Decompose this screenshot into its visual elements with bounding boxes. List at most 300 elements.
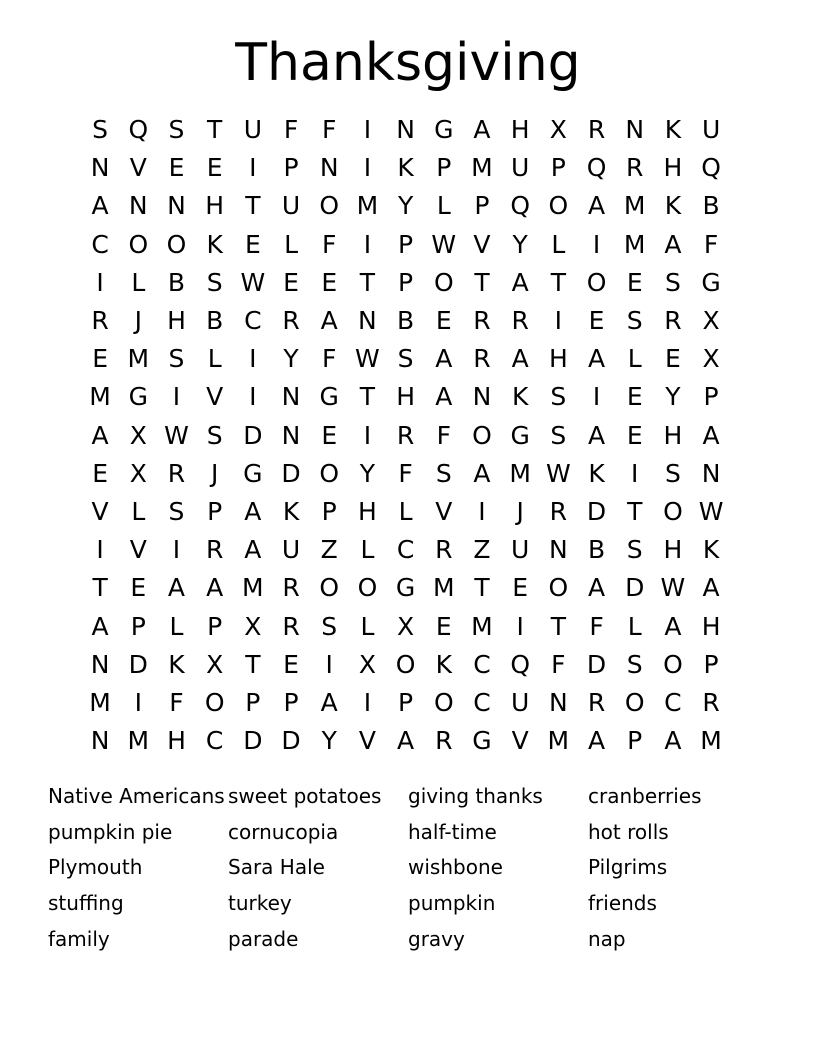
word-list-item: cornucopia (228, 819, 339, 844)
grid-letter: I (363, 420, 372, 450)
word-list-item: family (48, 926, 110, 951)
grid-letter: Y (665, 382, 681, 412)
grid-letter: P (245, 687, 261, 717)
grid-letter: K (702, 535, 720, 565)
word-list-item: parade (228, 926, 299, 951)
grid-letter: I (96, 267, 104, 297)
grid-letter: T (245, 649, 261, 679)
grid-letter: R (626, 153, 644, 183)
grid-letter: C (664, 687, 682, 717)
grid-letter: O (624, 687, 645, 717)
grid-letter: Y (512, 229, 528, 259)
grid-letter: W (698, 496, 724, 526)
word-list-item: turkey (228, 890, 292, 915)
grid-letter: N (472, 382, 492, 412)
grid-row (81, 607, 741, 645)
grid-letter: E (435, 611, 452, 641)
grid-letter: Y (359, 458, 376, 488)
grid-letter: M (127, 726, 150, 756)
grid-letter: E (92, 458, 108, 488)
grid-letter: N (128, 191, 148, 221)
grid-letter: E (626, 267, 643, 297)
grid-letter: G (319, 382, 339, 412)
grid-letter: S (626, 535, 643, 565)
grid-letter: M (89, 687, 111, 717)
grid-letter: J (134, 306, 142, 336)
grid-letter: S (550, 420, 567, 450)
grid-letter: U (511, 687, 530, 717)
grid-letter: P (398, 267, 414, 297)
grid-letter: R (702, 687, 720, 717)
grid-letter: T (550, 267, 566, 297)
grid-letter: M (547, 726, 570, 756)
grid-letter: J (210, 458, 219, 488)
grid-letter: A (397, 726, 415, 756)
grid-letter: C (473, 649, 491, 679)
grid-row (81, 531, 741, 569)
grid-letter: N (548, 687, 568, 717)
grid-letter: I (96, 535, 104, 565)
grid-letter: K (664, 191, 682, 221)
grid-letter: L (207, 344, 222, 374)
grid-letter: V (358, 726, 376, 756)
grid-letter: Y (321, 726, 337, 756)
grid-letter: K (397, 153, 414, 183)
grid-letter: A (702, 420, 720, 450)
grid-letter: C (205, 726, 224, 756)
grid-row (81, 569, 741, 607)
word-list-item: Pilgrims (588, 855, 668, 880)
grid-letter: L (169, 611, 184, 641)
grid-letter: D (625, 573, 645, 603)
grid-letter: Q (510, 649, 530, 679)
grid-letter: H (548, 344, 568, 374)
grid-letter: A (244, 535, 262, 565)
grid-letter: H (167, 726, 186, 756)
grid-letter: A (664, 726, 682, 756)
grid-letter: P (207, 611, 223, 641)
grid-letter: M (432, 573, 455, 603)
grid-letter: S (626, 306, 643, 336)
grid-letter: V (473, 229, 491, 259)
grid-letter: P (550, 153, 566, 183)
grid-letter: H (663, 420, 683, 450)
grid-letter: A (587, 191, 606, 221)
word-list-item: nap (588, 926, 626, 951)
grid-letter: C (91, 229, 109, 259)
word-list-item: giving thanks (408, 783, 543, 808)
grid-letter: K (511, 382, 529, 412)
grid-letter: K (664, 115, 682, 145)
grid-letter: F (283, 115, 299, 145)
grid-letter: A (587, 726, 606, 756)
grid-letter: N (319, 153, 339, 183)
grid-row (81, 722, 741, 760)
grid-letter: R (587, 115, 606, 145)
grid-letter: A (167, 573, 186, 603)
grid-letter: T (359, 382, 376, 412)
grid-letter: P (703, 382, 719, 412)
grid-letter: A (587, 573, 606, 603)
word-list-row (48, 814, 768, 850)
grid-row (81, 493, 741, 531)
grid-letter: X (702, 306, 720, 336)
grid-letter: F (589, 611, 604, 641)
grid-letter: C (473, 687, 491, 717)
grid-letter: T (207, 115, 223, 145)
grid-letter: M (700, 726, 722, 756)
grid-letter: V (91, 496, 109, 526)
grid-letter: R (473, 306, 491, 336)
grid-letter: F (436, 420, 451, 450)
grid-letter: X (244, 611, 262, 641)
grid-letter: V (435, 496, 453, 526)
grid-letter: T (245, 191, 261, 221)
grid-letter: B (587, 535, 606, 565)
grid-letter: O (395, 649, 416, 679)
grid-letter: G (128, 382, 148, 412)
grid-letter: O (204, 687, 225, 717)
grid-letter: K (282, 496, 300, 526)
grid-letter: V (511, 726, 529, 756)
grid-letter: P (398, 229, 414, 259)
word-list-item: stuffing (48, 890, 124, 915)
grid-letter: H (396, 382, 415, 412)
grid-letter: T (474, 267, 490, 297)
grid-letter: G (701, 267, 721, 297)
grid-letter: O (663, 496, 683, 526)
grid-letter: I (134, 687, 142, 717)
grid-letter: S (206, 420, 223, 450)
grid-row (81, 378, 741, 416)
grid-letter: D (243, 726, 263, 756)
grid-letter: S (550, 382, 567, 412)
grid-letter: E (168, 153, 185, 183)
grid-letter: L (551, 229, 566, 259)
grid-letter: R (282, 306, 300, 336)
grid-letter: V (129, 153, 147, 183)
grid-letter: D (586, 649, 607, 679)
grid-letter: E (283, 267, 299, 297)
grid-letter: F (703, 229, 719, 259)
grid-letter: G (510, 420, 530, 450)
grid-letter: E (626, 382, 643, 412)
grid-letter: I (592, 229, 601, 259)
grid-letter: N (281, 420, 301, 450)
grid-letter: S (168, 115, 185, 145)
grid-row (81, 226, 741, 264)
grid-letter: X (358, 649, 376, 679)
grid-letter: E (206, 153, 223, 183)
grid-letter: U (511, 535, 530, 565)
grid-letter: L (131, 496, 146, 526)
grid-letter: O (166, 229, 187, 259)
grid-letter: K (588, 458, 605, 488)
word-list-item: Native Americans (48, 783, 225, 808)
grid-letter: I (554, 306, 563, 336)
grid-letter: F (398, 458, 413, 488)
grid-letter: W (240, 267, 266, 297)
grid-letter: Z (473, 535, 491, 565)
grid-letter: I (592, 382, 601, 412)
word-list-item: pumpkin (408, 890, 496, 915)
grid-letter: P (321, 496, 337, 526)
grid-letter: H (663, 535, 683, 565)
grid-letter: X (549, 115, 567, 145)
grid-letter: T (474, 573, 490, 603)
grid-letter: C (244, 306, 262, 336)
grid-letter: N (396, 115, 415, 145)
grid-letter: R (282, 573, 300, 603)
grid-letter: H (358, 496, 377, 526)
grid-letter: U (243, 115, 262, 145)
grid-letter: R (396, 420, 415, 450)
grid-letter: P (130, 611, 146, 641)
grid-letter: X (206, 649, 224, 679)
grid-letter: O (548, 191, 569, 221)
grid-letter: D (281, 726, 301, 756)
grid-row (81, 455, 741, 493)
grid-letter: G (243, 458, 263, 488)
grid-letter: S (168, 496, 185, 526)
grid-letter: F (322, 344, 337, 374)
grid-letter: D (281, 458, 301, 488)
grid-letter: N (167, 191, 186, 221)
grid-letter: O (433, 687, 454, 717)
word-list-row (48, 921, 768, 957)
grid-letter: R (167, 458, 186, 488)
word-list-item: pumpkin pie (48, 819, 173, 844)
grid-letter: O (433, 267, 454, 297)
grid-letter: N (281, 382, 301, 412)
grid-letter: A (435, 344, 453, 374)
grid-letter: G (395, 573, 416, 603)
grid-letter: X (702, 344, 720, 374)
grid-row (81, 646, 741, 684)
grid-letter: W (164, 420, 189, 450)
grid-letter: D (128, 649, 148, 679)
grid-letter: A (91, 420, 109, 450)
grid-letter: T (550, 611, 566, 641)
grid-letter: M (471, 153, 493, 183)
grid-letter: H (663, 153, 683, 183)
grid-letter: V (206, 382, 224, 412)
grid-letter: F (551, 649, 566, 679)
grid-letter: B (206, 306, 224, 336)
word-list-row (48, 778, 768, 814)
grid-letter: R (549, 496, 568, 526)
grid-letter: Y (397, 191, 414, 221)
grid-letter: K (206, 229, 223, 259)
grid-letter: S (397, 344, 414, 374)
grid-letter: X (129, 420, 147, 450)
grid-letter: F (169, 687, 184, 717)
grid-letter: I (172, 382, 181, 412)
grid-letter: I (249, 382, 257, 412)
grid-letter: I (172, 535, 181, 565)
grid-letter: Y (283, 344, 299, 374)
grid-row (81, 417, 741, 455)
grid-letter: M (623, 191, 646, 221)
grid-letter: A (91, 191, 109, 221)
word-list-item: hot rolls (588, 819, 669, 844)
grid-letter: B (167, 267, 186, 297)
grid-letter: A (511, 344, 529, 374)
grid-letter: H (205, 191, 225, 221)
grid-letter: A (91, 611, 109, 641)
grid-letter: I (249, 344, 257, 374)
grid-letter: V (129, 535, 147, 565)
word-list-item: cranberries (588, 783, 702, 808)
grid-letter: I (363, 687, 372, 717)
grid-letter: N (548, 535, 568, 565)
grid-letter: O (548, 573, 569, 603)
grid-letter: R (435, 726, 453, 756)
grid-letter: M (356, 191, 379, 221)
grid-letter: Q (586, 153, 607, 183)
grid-row (81, 684, 741, 722)
grid-letter: S (435, 458, 452, 488)
grid-letter: M (509, 458, 531, 488)
grid-letter: W (355, 344, 380, 374)
letter-grid (81, 111, 741, 760)
grid-letter: R (473, 344, 491, 374)
grid-letter: G (434, 115, 454, 145)
word-list-item: sweet potatoes (228, 783, 382, 808)
grid-letter: L (131, 267, 146, 297)
grid-letter: R (205, 535, 224, 565)
word-list-row (48, 849, 768, 885)
grid-letter: R (587, 687, 606, 717)
grid-letter: E (92, 344, 108, 374)
grid-letter: H (510, 115, 530, 145)
grid-letter: P (207, 496, 223, 526)
grid-letter: N (358, 306, 377, 336)
grid-letter: X (397, 611, 415, 641)
grid-letter: O (319, 191, 340, 221)
grid-letter: Q (510, 191, 530, 221)
grid-letter: D (243, 420, 263, 450)
grid-letter: A (473, 458, 491, 488)
grid-letter: E (130, 573, 147, 603)
grid-letter: U (701, 115, 721, 145)
grid-letter: O (472, 420, 492, 450)
grid-letter: L (436, 191, 451, 221)
grid-letter: B (397, 306, 415, 336)
grid-letter: I (631, 458, 639, 488)
grid-letter: I (478, 496, 486, 526)
grid-letter: P (283, 153, 299, 183)
grid-letter: E (283, 649, 299, 679)
grid-letter: T (627, 496, 643, 526)
grid-letter: O (586, 267, 607, 297)
grid-row (81, 264, 741, 302)
grid-letter: W (431, 229, 457, 259)
grid-row (81, 340, 741, 378)
grid-letter: N (90, 726, 110, 756)
grid-letter: O (128, 229, 149, 259)
grid-letter: L (360, 535, 375, 565)
grid-letter: U (281, 535, 301, 565)
word-list-item: gravy (408, 926, 465, 951)
grid-letter: X (129, 458, 147, 488)
grid-letter: N (90, 649, 110, 679)
word-list-item: half-time (408, 819, 497, 844)
grid-letter: U (511, 153, 530, 183)
grid-letter: A (587, 344, 606, 374)
grid-letter: A (473, 115, 491, 145)
grid-letter: A (320, 306, 338, 336)
grid-letter: P (703, 649, 719, 679)
grid-row (81, 302, 741, 340)
page-title: Thanksgiving (235, 33, 581, 93)
grid-letter: M (127, 344, 150, 374)
grid-letter: O (319, 458, 340, 488)
grid-letter: C (396, 535, 415, 565)
grid-letter: A (435, 382, 453, 412)
grid-letter: M (623, 229, 646, 259)
grid-letter: T (92, 573, 108, 603)
grid-letter: W (545, 458, 571, 488)
grid-letter: S (664, 458, 681, 488)
grid-letter: E (512, 573, 529, 603)
grid-letter: A (664, 229, 682, 259)
grid-letter: F (322, 115, 337, 145)
grid-letter: A (664, 611, 682, 641)
word-list (48, 778, 768, 956)
grid-letter: R (511, 306, 529, 336)
grid-letter: K (168, 649, 185, 679)
grid-letter: T (359, 267, 376, 297)
grid-letter: R (435, 535, 453, 565)
grid-letter: L (398, 496, 413, 526)
grid-letter: P (283, 687, 299, 717)
grid-letter: A (320, 687, 338, 717)
grid-letter: S (206, 267, 223, 297)
grid-letter: A (511, 267, 529, 297)
grid-letter: R (91, 306, 109, 336)
grid-letter: K (435, 649, 452, 679)
grid-letter: M (242, 573, 264, 603)
grid-letter: O (319, 573, 340, 603)
grid-letter: I (363, 153, 372, 183)
grid-letter: A (244, 496, 262, 526)
grid-letter: B (702, 191, 720, 221)
word-list-item: friends (588, 890, 657, 915)
grid-letter: I (249, 153, 257, 183)
grid-letter: M (471, 611, 493, 641)
grid-letter: S (664, 267, 681, 297)
grid-letter: E (588, 306, 605, 336)
grid-letter: E (435, 306, 452, 336)
grid-letter: S (92, 115, 109, 145)
word-list-item: Plymouth (48, 855, 143, 880)
grid-letter: W (660, 573, 686, 603)
grid-letter: O (357, 573, 378, 603)
grid-letter: E (321, 420, 338, 450)
grid-letter: N (90, 153, 110, 183)
grid-letter: L (627, 344, 642, 374)
grid-letter: G (472, 726, 492, 756)
grid-letter: I (325, 649, 333, 679)
grid-letter: E (244, 229, 261, 259)
grid-letter: M (89, 382, 111, 412)
grid-letter: U (281, 191, 301, 221)
grid-letter: Z (320, 535, 338, 565)
grid-letter: O (663, 649, 683, 679)
grid-row (81, 111, 741, 149)
grid-letter: E (321, 267, 338, 297)
